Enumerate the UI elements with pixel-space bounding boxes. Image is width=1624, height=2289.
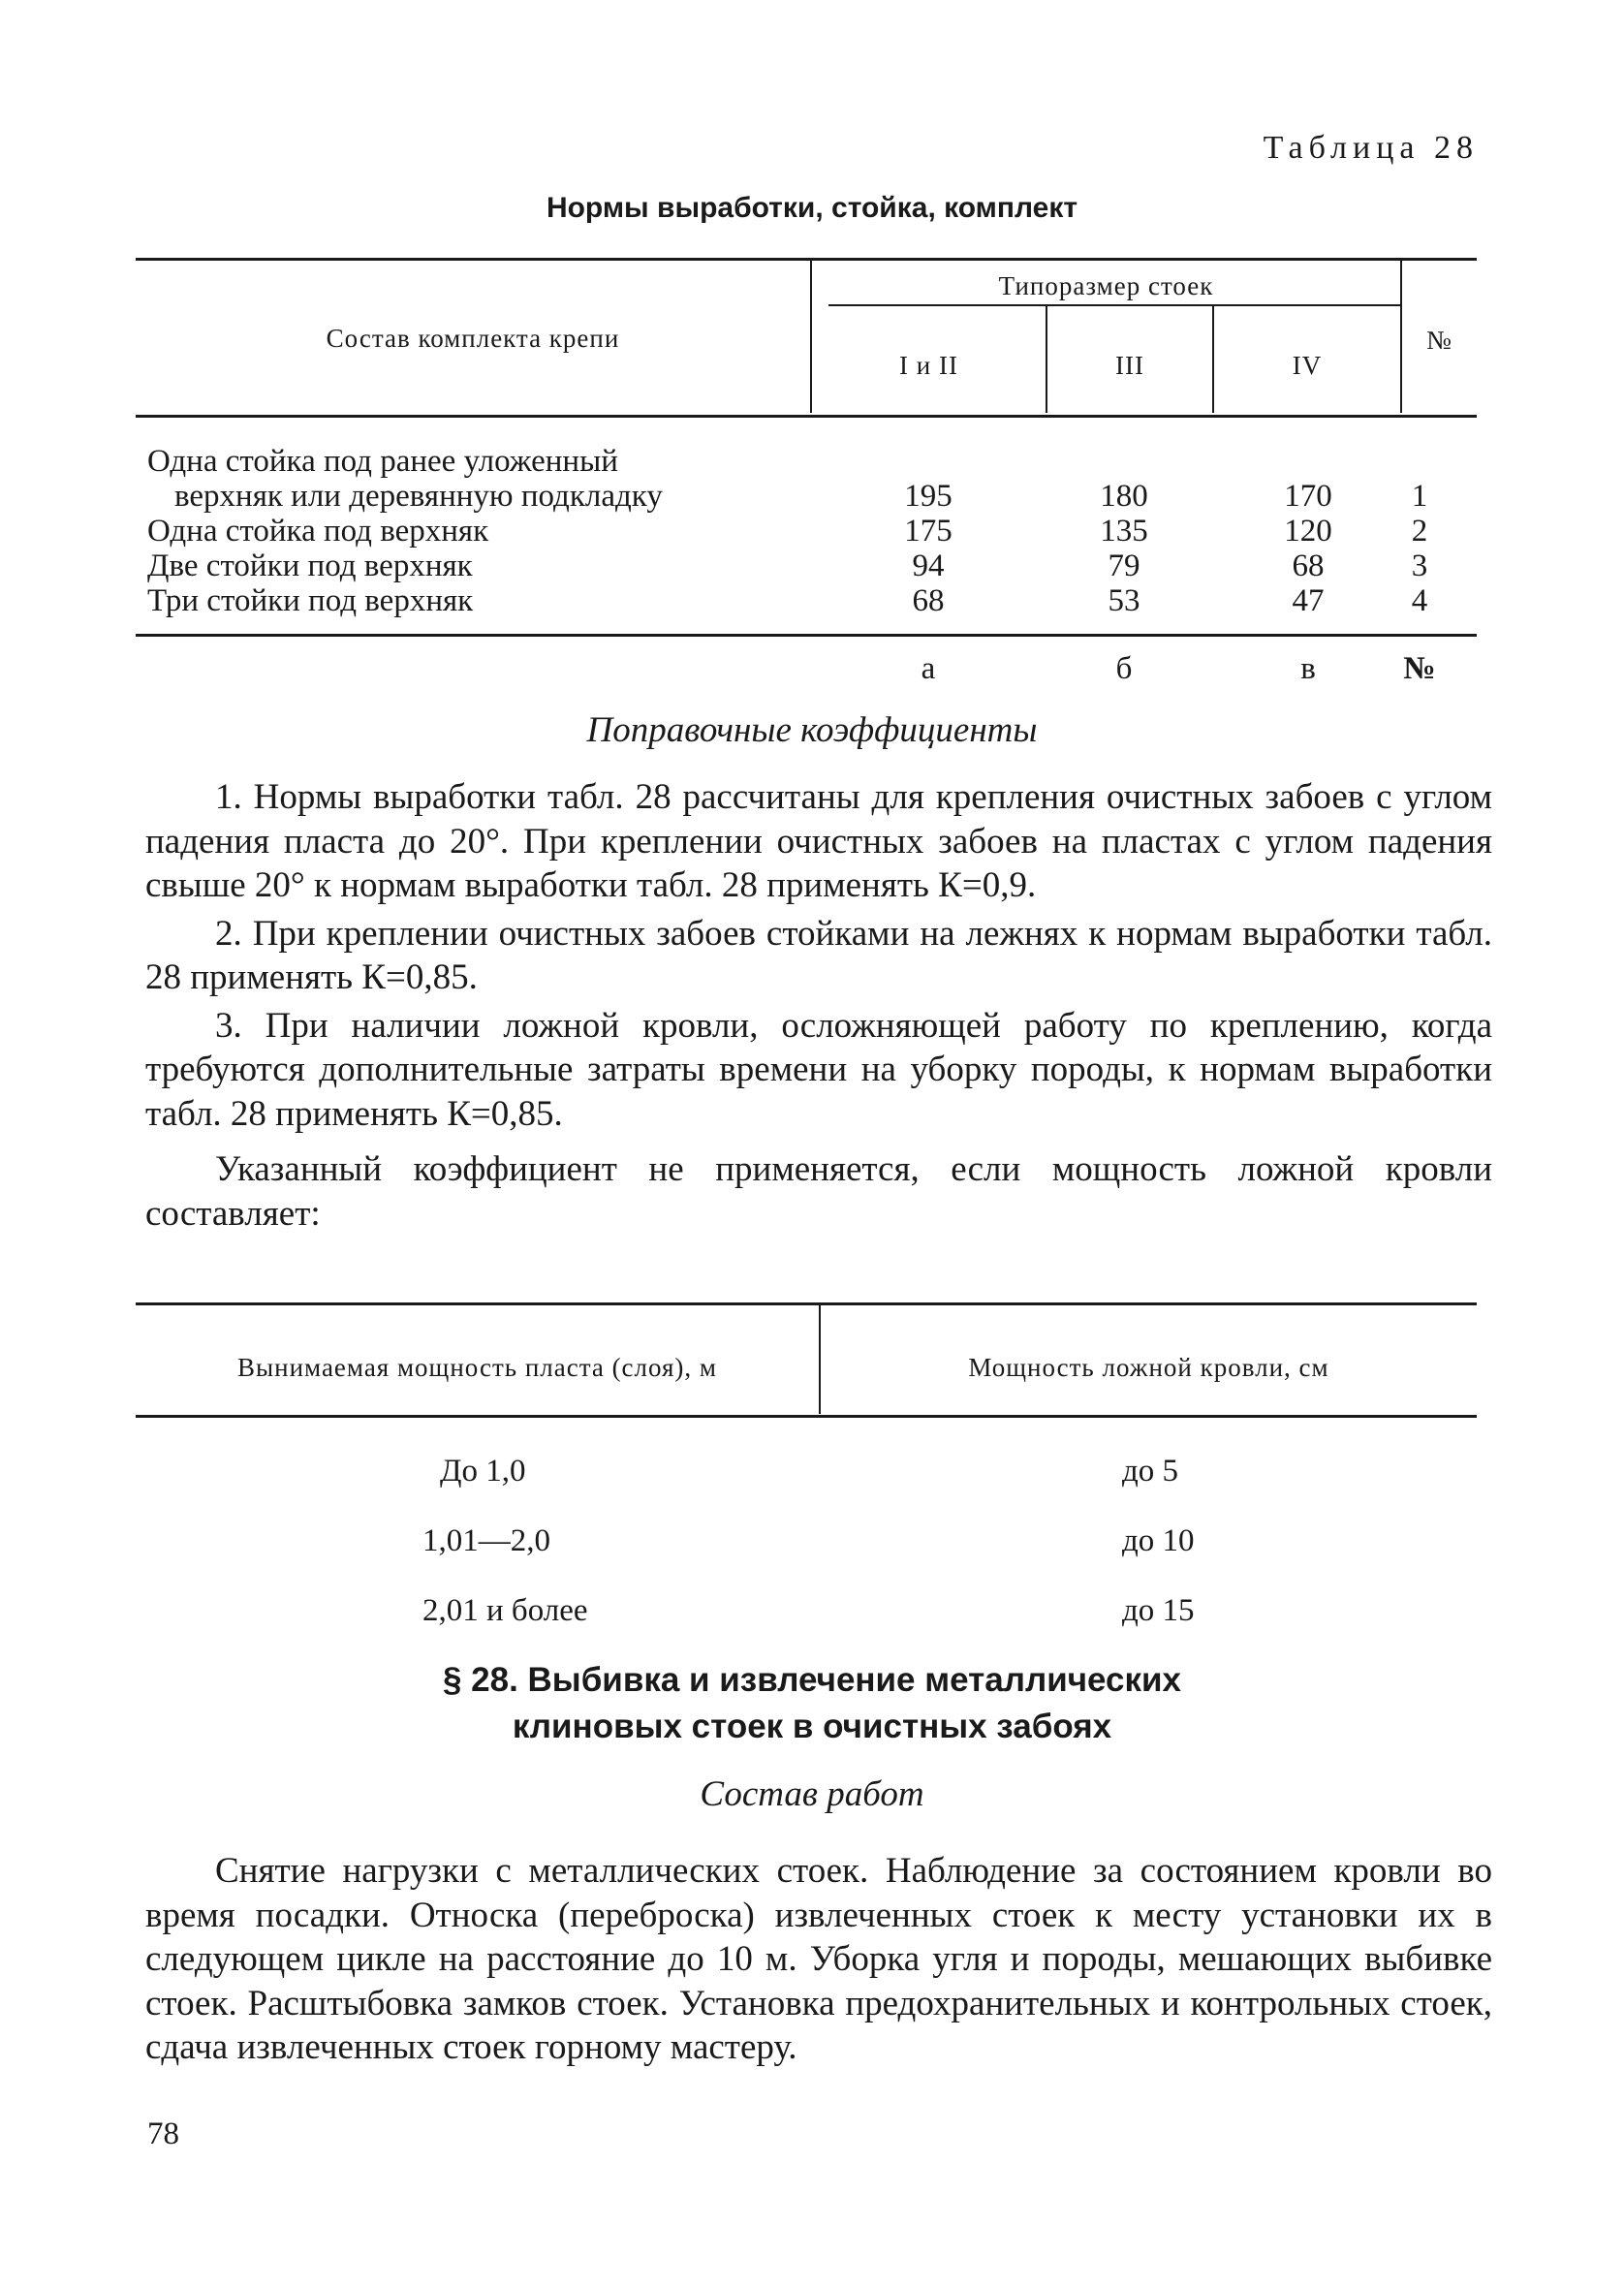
row-4-v2: 53 (1108, 583, 1140, 618)
footer-b: б (1115, 651, 1133, 686)
correction-2: 2. При креплении очистных забоев стойками на лежнях к нормам выработки табл. 28 применять К=0,85. (145, 913, 1492, 997)
header-col-3: IV (1292, 351, 1323, 380)
row-1-v3: 170 (1284, 479, 1332, 514)
table-label: Таблица 28 (1263, 130, 1479, 166)
row-4-no: 4 (1411, 583, 1428, 618)
row-2-v2: 135 (1100, 514, 1148, 549)
table2-col1-header: Вынимаемая мощность пласта (слоя), м (237, 1353, 717, 1382)
footer-no: № (1403, 651, 1436, 686)
correction-1: 1. Нормы выработки табл. 28 рассчитаны для крепления очистных забоев с углом падения пласта до 20°. При креплении очистных забоев на пластах с углом падения свыше 20° к нормам выработки табл. 28 применять К=0,9. (145, 777, 1492, 905)
row-2-v1: 175 (904, 514, 953, 549)
table2-top-rule (136, 1302, 1477, 1305)
table-body-bottom-rule (136, 634, 1477, 637)
page-number: 78 (147, 2117, 179, 2151)
footer-a: а (921, 651, 936, 686)
table-header-bottom-rule (136, 415, 1477, 418)
section-title-line-1: § 28. Выбивка и извлечение металлических (442, 1661, 1182, 1699)
header-col-2: III (1115, 351, 1144, 380)
table2-row-3-roof: до 15 (1122, 1593, 1195, 1628)
section-subheading: Состав работ (700, 1774, 924, 1814)
footer-c: в (1300, 651, 1316, 686)
table2-col2-header: Мощность ложной кровли, см (968, 1353, 1329, 1382)
table2-row-3-thickness: 2,01 и более (422, 1593, 588, 1628)
row-3-v1: 94 (912, 549, 945, 583)
row-4-label: Три стойки под верхняк (147, 583, 474, 618)
header-size-group: Типоразмер стоек (998, 271, 1214, 300)
row-1-no: 1 (1411, 479, 1428, 514)
header-col-1: I и II (899, 351, 958, 380)
header-no: № (1426, 326, 1452, 355)
section-text: Снятие нагрузки с металлических стоек. Наблюдение за состоянием кровли во время посадки. Относка (переброска) извлеченных стоек к месту установки их в следующем цикле на расстояние до 10 м. Уборка угля и породы, мешающих выбивке стоек. Расштыбовка замков стоек. Установка предохранительных и контрольных стоек, сдача извлеченных стоек горному мастеру. (145, 1851, 1492, 2067)
row-2-no: 2 (1411, 514, 1428, 549)
corrections-block (145, 775, 1492, 1236)
correction-note: Указанный коэффициент не применяется, если мощность ложной кровли составляет: (145, 1149, 1492, 1234)
table2-header-bottom-rule (136, 1415, 1477, 1418)
row-3-no: 3 (1411, 549, 1428, 583)
row-2-label: Одна стойка под верхняк (147, 514, 489, 549)
section-title (0, 1657, 1624, 1750)
correction-3: 3. При наличии ложной кровли, осложняющей работу по креплению, когда требуются дополнительные затраты времени на уборку породы, к нормам выработки табл. 28 применять К=0,85. (145, 1005, 1492, 1134)
row-4-v3: 47 (1292, 583, 1325, 618)
row-1-line-2: верхняк или деревянную подкладку (174, 479, 663, 514)
table-title: Нормы выработки, стойка, комплект (546, 192, 1078, 224)
row-2-v3: 120 (1284, 514, 1332, 549)
row-3-v3: 68 (1292, 549, 1325, 583)
table-top-rule (136, 258, 1477, 261)
row-3-label: Две стойки под верхняк (147, 549, 473, 583)
row-3-v2: 79 (1108, 549, 1140, 583)
row-1-line-1: Одна стойка под ранее уложенный (147, 444, 618, 479)
table2-row-2-thickness: 1,01—2,0 (422, 1523, 550, 1558)
table-subheader-rule (828, 304, 1400, 306)
row-4-v1: 68 (912, 583, 945, 618)
row-1-v2: 180 (1100, 479, 1148, 514)
header-composition: Состав комплекта крепи (326, 324, 620, 353)
section-title-line-2: клиновых стоек в очистных забоях (512, 1708, 1112, 1745)
table2-row-1-roof: до 5 (1122, 1454, 1179, 1489)
corrections-heading: Поправочные коэффициенты (586, 710, 1038, 750)
table2-row-1-thickness: До 1,0 (440, 1454, 526, 1489)
section-body (145, 1849, 1492, 2070)
row-1-v1: 195 (904, 479, 953, 514)
table2-row-2-roof: до 10 (1122, 1523, 1195, 1558)
